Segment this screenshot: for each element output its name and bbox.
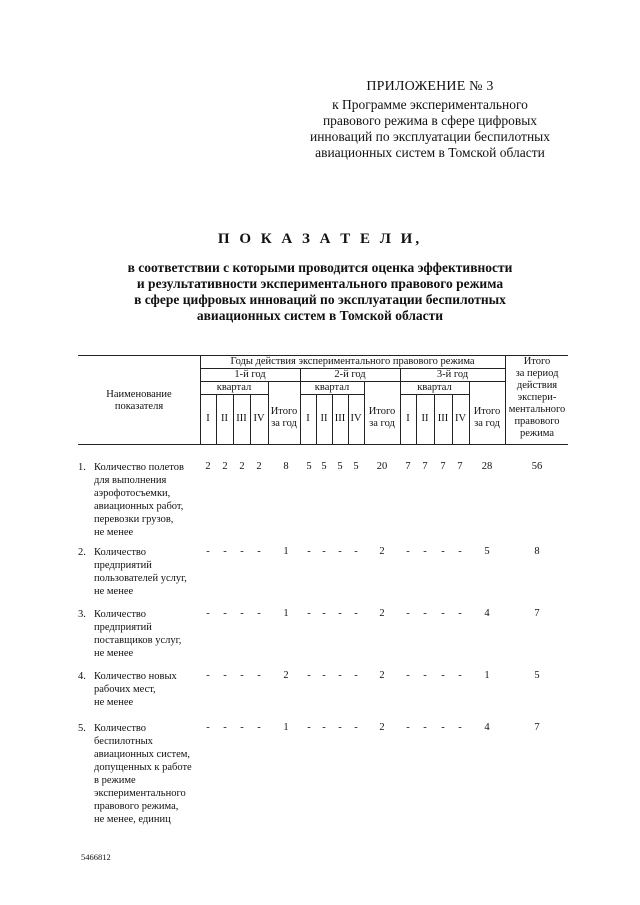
table-cell: - bbox=[441, 546, 445, 557]
row-name-line: в режиме bbox=[94, 775, 136, 786]
subheading-line: и результативности экспериментального правового режима bbox=[136, 276, 504, 291]
row-number: 4. bbox=[78, 671, 86, 682]
document-subheading bbox=[100, 260, 540, 324]
header-q4: IV bbox=[454, 413, 467, 424]
header-text: показателя bbox=[114, 401, 164, 412]
table-cell: 7 bbox=[422, 461, 428, 472]
row-name-line: пользователей услуг, bbox=[94, 573, 187, 584]
table-cell: - bbox=[307, 608, 311, 619]
table-cell-total: 56 bbox=[531, 461, 543, 472]
table-cell: - bbox=[458, 546, 462, 557]
table-cell: - bbox=[322, 608, 326, 619]
table-cell: 5 bbox=[321, 461, 327, 472]
header-rule bbox=[300, 394, 364, 395]
table-cell: - bbox=[257, 722, 261, 733]
row-name-line: Количество полетов bbox=[94, 462, 184, 473]
table-cell: - bbox=[206, 670, 210, 681]
table-cell: - bbox=[206, 608, 210, 619]
table-cell: - bbox=[257, 670, 261, 681]
table-cell: 2 bbox=[379, 546, 385, 557]
header-text: Наименование bbox=[106, 389, 172, 400]
row-name-line: перевозки грузов, bbox=[94, 514, 174, 525]
table-cell: 2 bbox=[379, 608, 385, 619]
table-cell: 5 bbox=[353, 461, 359, 472]
header-text: за год bbox=[271, 418, 297, 429]
header-year-3: 3-й год bbox=[436, 369, 469, 380]
header-q2: II bbox=[421, 413, 429, 424]
header-q4: IV bbox=[253, 413, 265, 424]
table-cell: - bbox=[223, 608, 227, 619]
row-name-line: рабочих мест, bbox=[94, 684, 156, 695]
subheading-line: в сфере цифровых инноваций по эксплуатации беспилотных bbox=[134, 292, 506, 307]
table-cell: 2 bbox=[256, 461, 262, 472]
row-name-line: экспериментального bbox=[94, 788, 186, 799]
header-years: Годы действия экспериментального правового режима bbox=[230, 356, 475, 367]
header-q3: III bbox=[334, 413, 346, 424]
row-indicator-name bbox=[94, 608, 199, 660]
table-cell: - bbox=[406, 670, 410, 681]
table-cell: - bbox=[441, 608, 445, 619]
row-name-line: правового режима, bbox=[94, 801, 179, 812]
header-text: за год bbox=[369, 418, 395, 429]
row-name-line: не менее bbox=[94, 527, 134, 538]
table-cell: 5 bbox=[306, 461, 312, 472]
row-number: 1. bbox=[78, 462, 86, 473]
subheading-line: авиационных систем в Томской области bbox=[196, 308, 444, 323]
table-cell: - bbox=[206, 722, 210, 733]
table-cell: 2 bbox=[379, 722, 385, 733]
table-cell: 4 bbox=[484, 608, 490, 619]
header-text: ментального bbox=[508, 404, 566, 415]
table-cell: - bbox=[240, 546, 244, 557]
table-cell: - bbox=[322, 670, 326, 681]
table-cell: 1 bbox=[283, 608, 289, 619]
row-number: 3. bbox=[78, 609, 86, 620]
table-cell: - bbox=[458, 722, 462, 733]
header-text: Итого bbox=[523, 356, 551, 367]
table-cell: 20 bbox=[376, 461, 388, 472]
table-cell: 7 bbox=[457, 461, 463, 472]
row-indicator-name bbox=[94, 722, 199, 826]
row-name-line: авиационных систем, bbox=[94, 749, 191, 760]
header-text: Итого bbox=[270, 406, 298, 417]
table-cell: - bbox=[322, 546, 326, 557]
header-quarter: квартал bbox=[314, 382, 350, 393]
header-text: за период bbox=[515, 368, 559, 379]
header-text: экспери- bbox=[517, 392, 557, 403]
row-name-line: предприятий bbox=[94, 560, 152, 571]
header-q1: I bbox=[406, 413, 410, 424]
table-cell: - bbox=[223, 670, 227, 681]
header-q1: I bbox=[206, 413, 210, 424]
table-cell: - bbox=[338, 722, 342, 733]
table-cell: - bbox=[423, 608, 427, 619]
header-quarter: квартал bbox=[417, 382, 452, 393]
table-cell: - bbox=[423, 546, 427, 557]
header-text: Итого bbox=[368, 406, 396, 417]
table-cell: - bbox=[307, 722, 311, 733]
table-cell: - bbox=[354, 546, 358, 557]
row-name-line: допущенных к работе bbox=[94, 762, 192, 773]
table-cell: - bbox=[307, 670, 311, 681]
document-heading: П О К А З А Т Е Л И, bbox=[217, 231, 423, 247]
table-cell: 2 bbox=[239, 461, 245, 472]
table-cell: - bbox=[441, 670, 445, 681]
table-cell: - bbox=[423, 670, 427, 681]
header-year-total bbox=[364, 406, 400, 430]
table-cell: - bbox=[322, 722, 326, 733]
table-cell: - bbox=[406, 608, 410, 619]
header-rule bbox=[400, 394, 469, 395]
table-cell-total: 7 bbox=[534, 608, 540, 619]
row-name-line: не менее bbox=[94, 586, 134, 597]
header-year-total bbox=[268, 406, 300, 430]
header-year-total bbox=[469, 406, 505, 430]
table-cell: 7 bbox=[440, 461, 446, 472]
header-text: действия bbox=[516, 380, 558, 391]
header-q1: I bbox=[306, 413, 310, 424]
row-indicator-name bbox=[94, 461, 199, 539]
row-name-line: не менее bbox=[94, 648, 134, 659]
table-cell: - bbox=[354, 670, 358, 681]
table-cell: - bbox=[257, 546, 261, 557]
row-name-line: предприятий bbox=[94, 622, 152, 633]
header-quarter: квартал bbox=[216, 382, 252, 393]
subheading-line: в соответствии с которыми проводится оценка эффективности bbox=[127, 260, 513, 275]
appendix-line: к Программе экспериментального bbox=[332, 97, 528, 112]
row-name-line: не менее bbox=[94, 697, 134, 708]
table-cell-total: 7 bbox=[534, 722, 540, 733]
header-rule bbox=[200, 394, 268, 395]
table-cell: - bbox=[406, 546, 410, 557]
row-name-line: для выполнения bbox=[94, 475, 167, 486]
table-cell: 7 bbox=[405, 461, 411, 472]
appendix-line: инноваций по эксплуатации беспилотных bbox=[309, 129, 550, 144]
table-cell: - bbox=[257, 608, 261, 619]
table-cell: 1 bbox=[484, 670, 490, 681]
row-name-line: аэрофотосъемки, bbox=[94, 488, 171, 499]
header-year-1: 1-й год bbox=[234, 369, 266, 380]
table-cell: 2 bbox=[283, 670, 289, 681]
header-period-total bbox=[506, 356, 568, 440]
table-cell: - bbox=[338, 546, 342, 557]
table-cell: - bbox=[307, 546, 311, 557]
table-cell: 1 bbox=[283, 546, 289, 557]
header-text: правового bbox=[514, 416, 560, 427]
row-name-line: авиационных работ, bbox=[94, 501, 184, 512]
table-cell: 1 bbox=[283, 722, 289, 733]
row-number: 5. bbox=[78, 723, 86, 734]
table-cell-total: 5 bbox=[534, 670, 540, 681]
table-cell: - bbox=[354, 608, 358, 619]
row-name-line: Количество bbox=[94, 547, 147, 558]
row-indicator-name bbox=[94, 546, 199, 598]
header-q3: III bbox=[437, 413, 449, 424]
header-indicator-name bbox=[80, 389, 198, 413]
row-name-line: не менее, единиц bbox=[94, 814, 171, 825]
table-cell: - bbox=[206, 546, 210, 557]
row-indicator-name bbox=[94, 670, 199, 709]
header-text: за год bbox=[474, 418, 500, 429]
table-cell: - bbox=[240, 722, 244, 733]
table-cell: - bbox=[354, 722, 358, 733]
table-cell: - bbox=[423, 722, 427, 733]
header-q4: IV bbox=[350, 413, 362, 424]
table-cell: 4 bbox=[484, 722, 490, 733]
header-q3: III bbox=[236, 413, 247, 424]
appendix-line: правового режима в сфере цифровых bbox=[322, 113, 538, 128]
header-text: Итого bbox=[473, 406, 501, 417]
table-header-bottom-border bbox=[78, 444, 568, 445]
table-cell: - bbox=[406, 722, 410, 733]
header-q2: II bbox=[320, 413, 328, 424]
header-q2: II bbox=[221, 413, 228, 424]
table-cell: - bbox=[441, 722, 445, 733]
table-cell: - bbox=[240, 670, 244, 681]
row-name-line: Количество bbox=[94, 609, 147, 620]
row-name-line: Количество новых bbox=[94, 671, 177, 682]
row-name-line: Количество bbox=[94, 723, 147, 734]
table-cell: 28 bbox=[481, 461, 493, 472]
table-cell: - bbox=[240, 608, 244, 619]
table-cell: 2 bbox=[205, 461, 211, 472]
table-cell: 2 bbox=[379, 670, 385, 681]
header-text: режима bbox=[519, 428, 555, 439]
table-cell-total: 8 bbox=[534, 546, 540, 557]
table-cell: - bbox=[223, 546, 227, 557]
appendix-title: ПРИЛОЖЕНИЕ № 3 bbox=[366, 79, 494, 94]
table-cell: 8 bbox=[283, 461, 289, 472]
row-name-line: беспилотных bbox=[94, 736, 153, 747]
table-cell: 5 bbox=[337, 461, 343, 472]
appendix-line: авиационных систем в Томской области bbox=[315, 145, 545, 160]
table-cell: - bbox=[338, 670, 342, 681]
appendix-block bbox=[300, 79, 560, 161]
document-code: 5466812 bbox=[81, 852, 111, 862]
header-year-2: 2-й год bbox=[334, 369, 366, 380]
table-cell: - bbox=[458, 608, 462, 619]
table-cell: - bbox=[338, 608, 342, 619]
table-cell: 5 bbox=[484, 546, 490, 557]
row-name-line: поставщиков услуг, bbox=[94, 635, 182, 646]
table-cell: - bbox=[223, 722, 227, 733]
row-number: 2. bbox=[78, 547, 86, 558]
table-cell: - bbox=[458, 670, 462, 681]
table-cell: 2 bbox=[222, 461, 228, 472]
